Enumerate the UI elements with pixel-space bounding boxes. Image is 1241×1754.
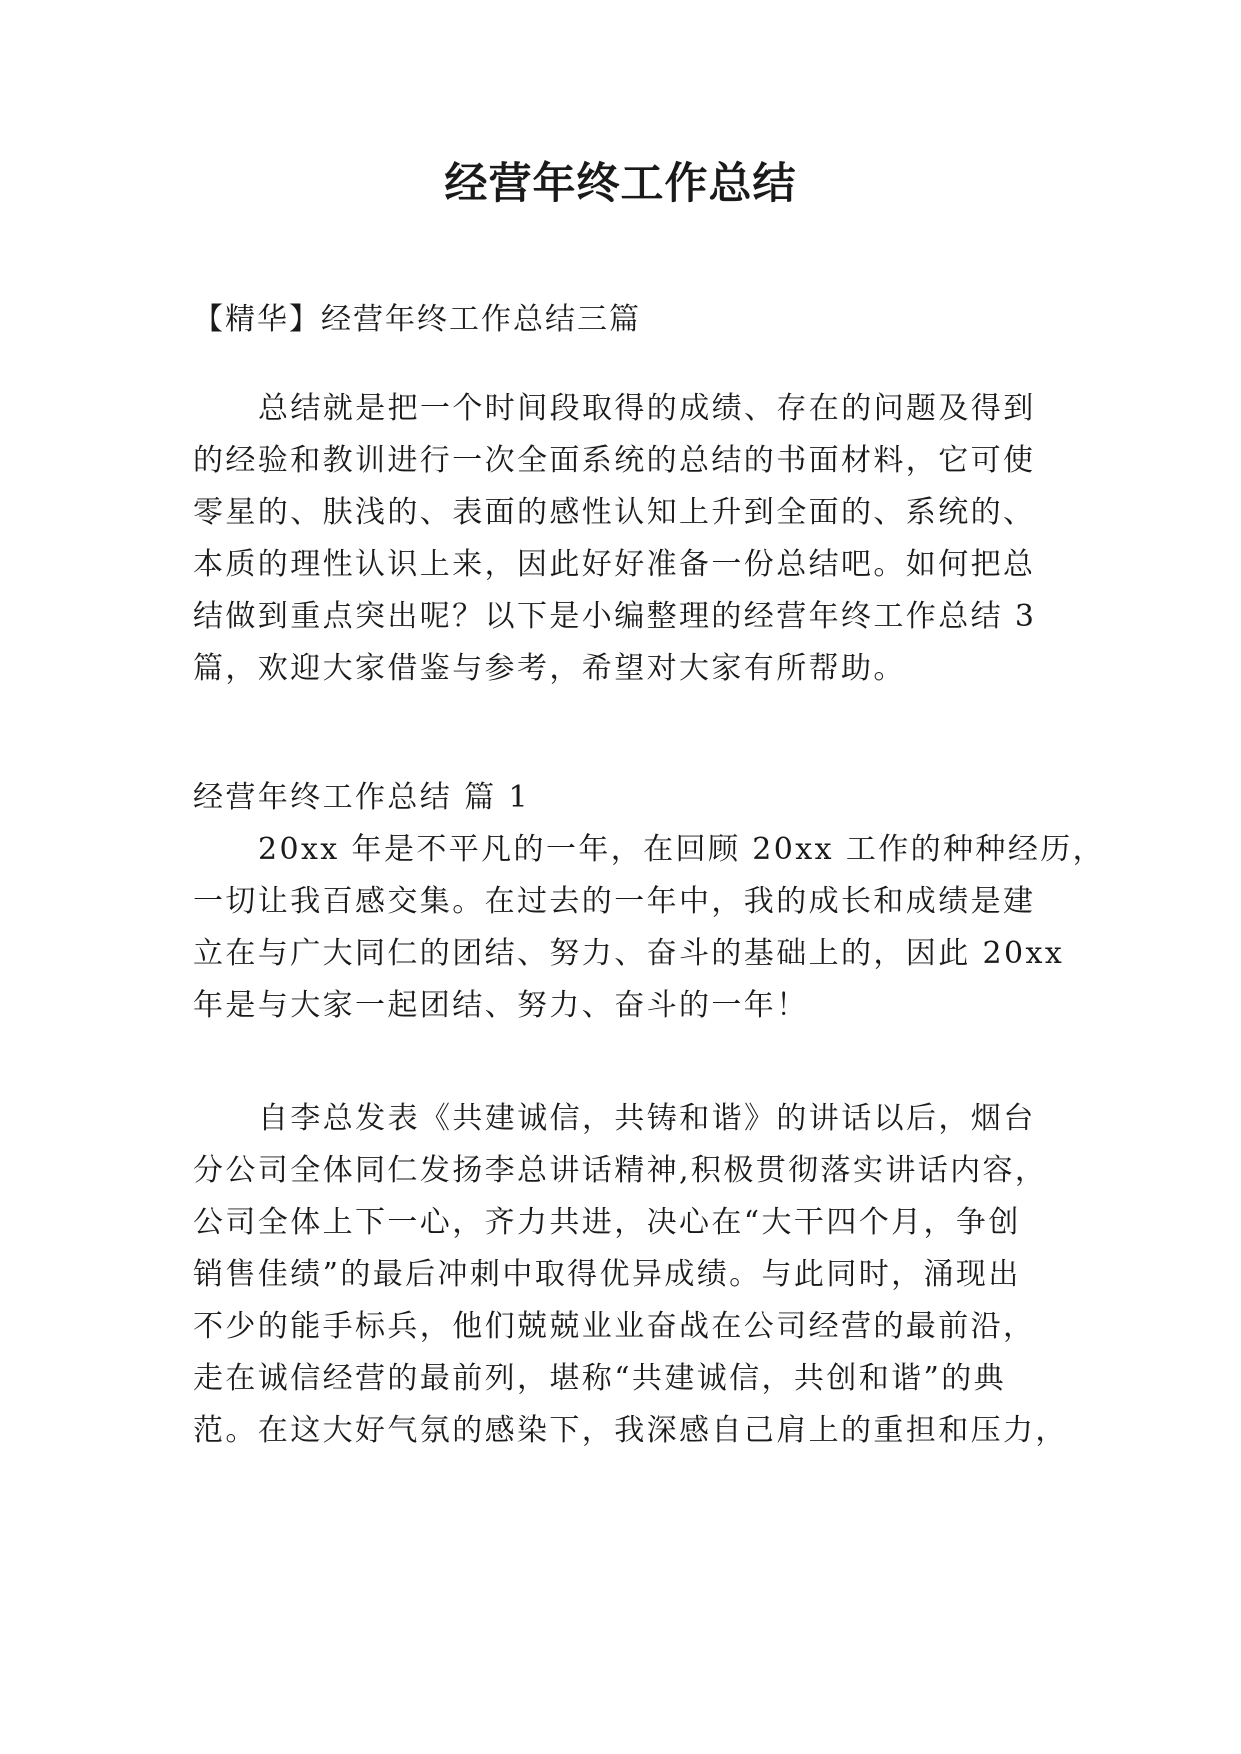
para2-line: 走在诚信经营的最前列，堪称“共建诚信，共创和谐”的典 (193, 1361, 1007, 1396)
para2-line: 自李总发表《共建诚信，共铸和谐》的讲话以后，烟台 (258, 1101, 1036, 1136)
intro-line: 总结就是把一个时间段取得的成绩、存在的问题及得到 (258, 391, 1036, 426)
para2-line: 范。在这大好气氛的感染下，我深感自己肩上的重担和压力， (193, 1413, 1068, 1448)
document-title: 经营年终工作总结 (444, 159, 797, 209)
para1-line: 一切让我百感交集。在过去的一年中，我的成长和成绩是建 (193, 884, 1036, 919)
intro-line: 零星的、肤浅的、表面的感性认知上升到全面的、系统的、 (193, 495, 1036, 530)
para2-line: 公司全体上下一心，齐力共进，决心在“大干四个月，争创 (193, 1205, 1021, 1240)
document-subtitle: 【精华】经营年终工作总结三篇 (193, 302, 641, 337)
para1-line: 年是与大家一起团结、努力、奋斗的一年！ (193, 988, 809, 1023)
para1-line: 立在与广大同仁的团结、努力、奋斗的基础上的，因此 20xx (193, 936, 1065, 971)
intro-line: 的经验和教训进行一次全面系统的总结的书面材料，它可使 (193, 443, 1036, 478)
section-heading: 经营年终工作总结 篇 1 (193, 780, 530, 815)
para2-line: 销售佳绩”的最后冲刺中取得优异成绩。与此同时，涌现出 (193, 1257, 1021, 1292)
para2-line: 分公司全体同仁发扬李总讲话精神,积极贯彻落实讲话内容， (193, 1153, 1048, 1188)
intro-line: 本质的理性认识上来，因此好好准备一份总结吧。如何把总 (193, 547, 1036, 582)
intro-line: 结做到重点突出呢？以下是小编整理的经营年终工作总结 3 (193, 599, 1037, 634)
para1-line: 20xx 年是不平凡的一年，在回顾 20xx 工作的种种经历， (258, 832, 1106, 867)
intro-line: 篇，欢迎大家借鉴与参考，希望对大家有所帮助。 (193, 651, 906, 686)
para2-line: 不少的能手标兵，他们兢兢业业奋战在公司经营的最前沿， (193, 1309, 1036, 1344)
